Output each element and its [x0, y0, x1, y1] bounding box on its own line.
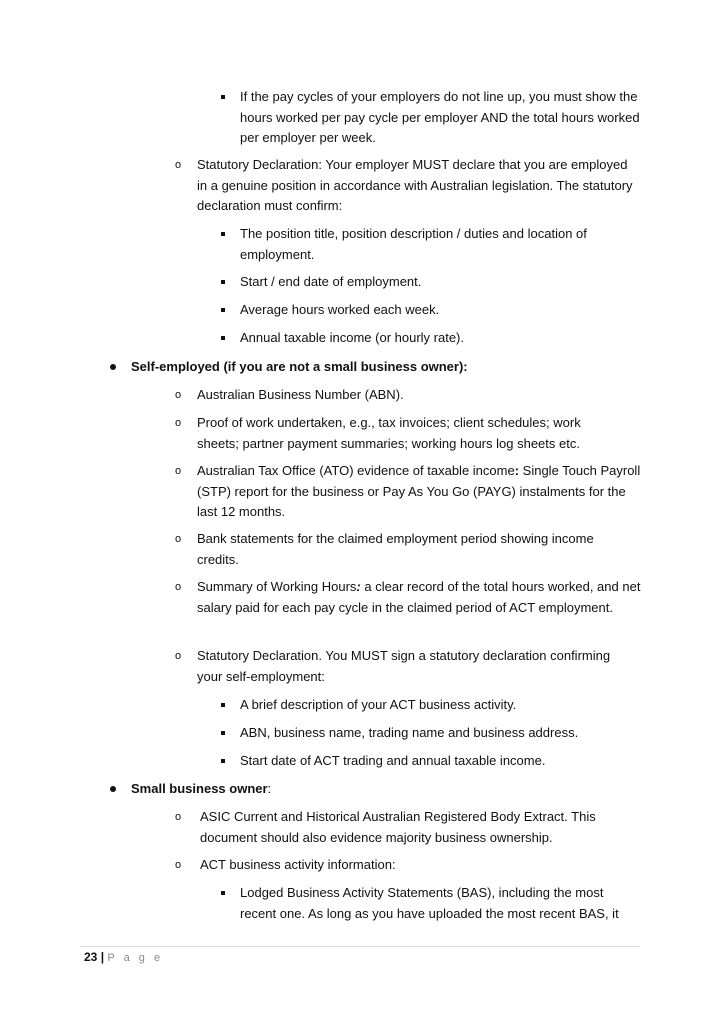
ato-evidence-item: Australian Tax Office (ATO) evidence of taxable income: Single Touch Payroll (STP) report for the business or Pay As You Go (PAYG) instalments for the last 12 months. [197, 463, 641, 519]
start-end-item: Start / end date of employment. [240, 274, 422, 289]
square-bullet-icon [221, 703, 225, 707]
circle-bullet-icon: o [175, 159, 182, 171]
statutory-declaration-self: Statutory Declaration. You MUST sign a statutory declaration confirming your self-employment: [197, 648, 611, 684]
square-bullet-icon [221, 280, 225, 284]
circle-bullet-icon: o [175, 859, 182, 871]
abn-business-name-item: ABN, business name, trading name and business address. [240, 725, 579, 740]
asic-extract-item: ASIC Current and Historical Australian Registered Body Extract. This document should also evidence majority business ownership. [200, 809, 596, 845]
footer-separator: | [100, 950, 105, 964]
statutory-declaration-employer: Statutory Declaration: Your employer MUST declare that you are employed in a genuine position in accordance with Australian legislation. The statutory declaration must confirm: [197, 157, 633, 213]
average-hours-item: Average hours worked each week. [240, 302, 440, 317]
disc-bullet-icon [110, 364, 116, 370]
page-number: 23 [84, 950, 98, 964]
circle-bullet-icon: o [175, 581, 182, 593]
circle-bullet-icon: o [175, 533, 182, 545]
position-item: The position title, position description / duties and location of employment. [240, 226, 587, 262]
page-footer [84, 948, 163, 967]
square-bullet-icon [221, 232, 225, 236]
act-business-activity-item: ACT business activity information: [200, 857, 396, 872]
bas-item: Lodged Business Activity Statements (BAS), including the most recent one. As long as you have uploaded the most recent BAS, it [240, 885, 619, 921]
small-business-owner-heading: Small business owner: [131, 781, 272, 796]
square-bullet-icon [221, 95, 225, 99]
square-bullet-icon [221, 336, 225, 340]
self-employed-heading: Self-employed (if you are not a small business owner): [131, 359, 468, 374]
square-bullet-icon [221, 731, 225, 735]
circle-bullet-icon: o [175, 811, 182, 823]
trading-start-date-item: Start date of ACT trading and annual taxable income. [240, 753, 546, 768]
circle-bullet-icon: o [175, 417, 182, 429]
business-description-item: A brief description of your ACT business activity. [240, 697, 517, 712]
working-hours-summary-item: Summary of Working Hours: a clear record of the total hours worked, and net salary paid for each pay cycle in the claimed period of ACT employment. [197, 579, 641, 615]
circle-bullet-icon: o [175, 465, 182, 477]
page-label: P a g e [107, 952, 164, 964]
footer-divider [80, 946, 640, 947]
bank-statements-item: Bank statements for the claimed employment period showing income credits. [197, 531, 594, 567]
annual-income-item: Annual taxable income (or hourly rate). [240, 330, 465, 345]
circle-bullet-icon: o [175, 389, 182, 401]
proof-of-work-item: Proof of work undertaken, e.g., tax invoices; client schedules; work sheets; partner payment summaries; working hours log sheets etc. [197, 415, 581, 451]
square-bullet-icon [221, 308, 225, 312]
circle-bullet-icon: o [175, 650, 182, 662]
abn-item: Australian Business Number (ABN). [197, 387, 404, 402]
disc-bullet-icon [110, 786, 116, 792]
pay-cycle-item: If the pay cycles of your employers do not line up, you must show the hours worked per pay cycle per employer AND the total hours worked per employer per week. [240, 89, 640, 145]
square-bullet-icon [221, 891, 225, 895]
square-bullet-icon [221, 759, 225, 763]
